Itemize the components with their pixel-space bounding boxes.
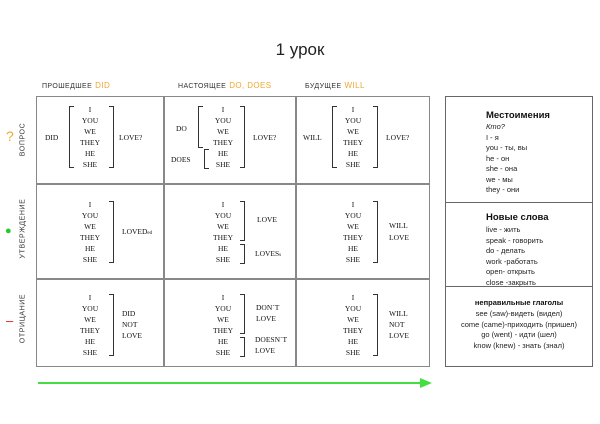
verb-word: NOT — [122, 320, 138, 329]
verb-word: LOVE? — [386, 133, 410, 142]
pronoun-list: I YOU WE THEY HE SHE — [213, 200, 233, 264]
pronoun-list: I YOU WE THEY HE SHE — [80, 293, 100, 357]
right-bracket — [109, 201, 114, 263]
right-bracket — [109, 106, 114, 168]
verb-word: LOVE? — [253, 133, 277, 142]
new-words-list: live - жить speak - говорить do - делать work -работать open- открыть close -закрыть — [486, 225, 544, 287]
ending-s: s — [279, 253, 282, 258]
verb-word: LOVE — [389, 233, 409, 242]
tense-future-en: WILL — [344, 81, 365, 90]
verb-word: LOVE? — [119, 133, 143, 142]
pronoun-list: I YOU WE THEY HE SHE — [343, 105, 363, 169]
does-word: DOES — [171, 155, 191, 164]
right-bracket — [240, 294, 245, 334]
aux-word: DID — [45, 133, 59, 142]
verb-word: DON`T — [256, 303, 280, 312]
tense-past-header — [42, 81, 110, 90]
right-bracket — [240, 337, 245, 357]
right-bracket — [240, 244, 245, 264]
irregular-title: неправильные глаголы — [474, 298, 564, 307]
grid-divider — [36, 278, 430, 280]
verb-word: LOVEDed — [122, 227, 153, 236]
tense-present-header — [178, 81, 272, 90]
panel-divider — [445, 202, 593, 203]
pronoun-list: I YOU WE THEY HE SHE — [343, 293, 363, 357]
pronouns-list: Кто? I - я you - ты, вы he - он she - она we - мы they - они — [486, 122, 528, 194]
verb-word: WILL — [389, 309, 408, 318]
row-label-negative: ОТРИЦАНИЕ — [19, 293, 27, 344]
right-bracket — [373, 201, 378, 263]
irregular-list: see (saw)-видеть (видел) come (came)-приходить (пришел) go (went) - идти (шел) know (knew) - знать (знал) — [460, 309, 578, 350]
tense-present-ru: НАСТОЯЩЕЕ — [178, 83, 227, 90]
pronoun-list: I YOU WE THEY HE SHE — [343, 200, 363, 264]
do-word: DO — [176, 124, 187, 133]
right-bracket — [373, 106, 378, 168]
pronouns-title: Местоимения — [486, 110, 550, 121]
left-bracket — [198, 106, 203, 148]
verb-word: LOVE — [256, 314, 276, 323]
right-bracket — [240, 201, 245, 241]
pronoun-list: I YOU WE THEY HE SHE — [213, 105, 233, 169]
grid-divider — [295, 96, 297, 367]
verb-word: LOVE — [122, 331, 142, 340]
tense-present-en: DO, DOES — [229, 81, 272, 90]
tense-past-en: DID — [95, 81, 111, 90]
grid-divider — [163, 96, 165, 367]
right-bracket — [109, 294, 114, 356]
timeline-arrow-icon — [36, 376, 436, 390]
ending-ed: ed — [147, 231, 153, 236]
question-mark-icon: ? — [6, 128, 14, 144]
pronoun-list: I YOU WE THEY HE SHE — [80, 105, 100, 169]
right-bracket — [240, 106, 245, 168]
verb-word: NOT — [389, 320, 405, 329]
new-words-title: Новые слова — [486, 212, 549, 223]
tense-past-ru: ПРОШЕДШЕЕ — [42, 83, 93, 90]
pronoun-list: I YOU WE THEY HE SHE — [213, 293, 233, 357]
negate-dash-icon: – — [6, 313, 14, 328]
tense-future-ru: БУДУЩЕЕ — [305, 83, 342, 90]
row-label-question: ВОПРОС — [19, 122, 27, 157]
affirm-dot-icon: ● — [5, 225, 12, 237]
verb-word-s: LOVESs — [255, 249, 282, 258]
verb-word: WILL — [389, 221, 408, 230]
verb-word: DID — [122, 309, 136, 318]
verb-word: LOVE — [389, 331, 409, 340]
verb-word: LOVE — [257, 215, 277, 224]
verb-word: LOVE — [255, 346, 275, 355]
row-label-affirmative: УТВЕРЖДЕНИЕ — [19, 198, 27, 259]
aux-word: WILL — [303, 133, 322, 142]
tense-future-header — [305, 81, 365, 90]
pronouns-sub: Кто? — [486, 122, 505, 131]
grid-divider — [36, 183, 430, 185]
left-bracket — [332, 106, 337, 168]
lesson-title: 1 урок — [275, 40, 325, 59]
left-bracket — [69, 106, 74, 168]
verb-word: DOESN`T — [255, 335, 288, 344]
pronoun-list: I YOU WE THEY HE SHE — [80, 200, 100, 264]
right-bracket — [373, 294, 378, 356]
